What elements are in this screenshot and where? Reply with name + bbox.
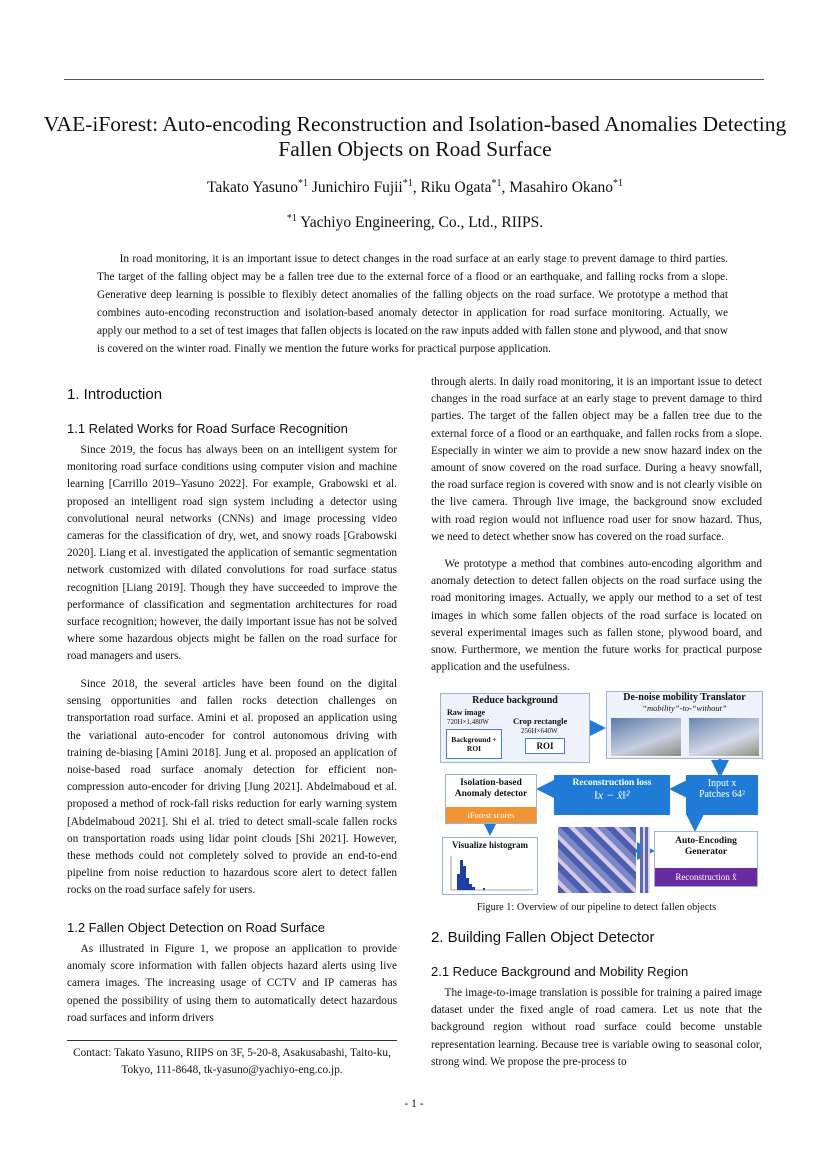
input-patches-block: Input x Patches 64² (686, 775, 758, 815)
abstract: In road monitoring, it is an important issue to detect changes in the road surface at an early stage to prevent damage to third parties. The target of the falling object may be a fallen tree due to the external force of a flood or an earthquake, and falling rocks from a slope. Generative deep learning is possible to flexibly detect anomalies of the falling objects on the road surface. We prototype a method that combines auto-encoding reconstruction and isolation-based anomaly detector in application for road surface monitoring. Actually, we apply our method to a set of test images that fallen objects is located on the raw inputs added with fallen stone and plywood, and that snow is covered on the winter road. Finally we mention the future works for practical purpose application. (97, 253, 728, 355)
footnote-rule (67, 1040, 397, 1041)
subsection-heading: 2.1 Reduce Background and Mobility Region (431, 964, 689, 979)
background-roi-box: Background + ROI (446, 729, 502, 759)
autoencoder-block: Auto-Encoding Generator Reconstruction x̂ (654, 831, 758, 887)
paragraph: As illustrated in Figure 1, we propose an application to provide anomaly score information with fallen objects hazard alerts using live camera images. The increasing usage of CCTV and IP cameras has opened the possibility of using them to automatically detect hazardous road surfaces and inform drivers (67, 943, 397, 1024)
roi-box: ROI (525, 738, 565, 754)
section-heading-building: 2. Building Fallen Object Detector (431, 929, 655, 946)
figure-caption: Figure 1: Overview of our pipeline to detect fallen objects (476, 902, 717, 913)
author: Junichiro Fujii (311, 179, 403, 197)
denoise-translator-block: De-noise mobility Translator “mobility”-to-“without” (606, 691, 763, 759)
paragraph: Since 2019, the focus has always been on an intelligent system for monitoring road surface conditions using computer vision and machine learning [Carrillo 2019–Yasuno 2022]. For example, Grabowski et al. proposed an intelligent road sign system including a detector using convolutional neural networks (CNNs) and image processing video cameras for the classification of dry, wet, and snowy roads [Grabowski 2020]. Liang et al. investigated the application of semantic segmentation network customized with dilated convolutions for road surface status recognition [Liang 2019]. Though they have succeeded to improve the performance of classification and segmentation architectures for road surface recognition; however, the daily important issue has not be solved where some hazardous objects might be fallen on the road surface for road managers and users. (67, 444, 397, 663)
paragraph: The image-to-image translation is possible for training a paired image dataset under the fixed angle of road camera. Let us note that the background region without road surface could become unstable representation learning. Because tree is variable owing to seasonal color, strong wind. We propose the pre-process to (431, 987, 762, 1068)
reduce-background-block: Reduce background Raw image 720H×1,480W Crop rectangle 256H×640W Background + ROI ROI (440, 693, 590, 763)
patch-collage-output (640, 827, 650, 893)
isolation-detector-block: Isolation-based Anomaly detector iForest scores (445, 774, 537, 824)
author: Masahiro Okano (509, 179, 614, 197)
page-number: - 1 - (404, 1098, 424, 1110)
subsection-heading: 1.1 Related Works for Road Surface Recognition (67, 421, 348, 436)
affiliation: $^{*1}$ Yachiyo Engineering, Co., Ltd., RIIPS. (286, 213, 544, 232)
histogram-thumbnail (443, 852, 537, 894)
contact-footnote: Contact: Takato Yasuno, RIIPS on 3F, 5-20-8, Asakusabashi, Taito-ku, Tokyo, 111-8648, tk-yasuno@yachiyo-eng.co.jp. (73, 1047, 391, 1076)
paragraph: Since 2018, the several articles have been found on the digital sensing opportunities and fallen rocks detection challenges on transportation road surface. Amini et al. proposed an application using the variational auto-encoder for control autonomous driving with training de-biasing [Amini 2018]. Jung et al. proposed an application of noise-based road surface anomaly detection for efficient non-compression auto-encoder for driving [Jung 2021]. Abdelmaboud et al. proposed a method of rock-fall risks reduction for early warning system [Abdelmaboud 2021]. Shi el al. tried to detect small-scale fallen rocks on transportation roads using lidar point clouds [Shi 2021]. However, these methods could not completely solved to provide an end-to-end pipeline from noise reduction to hazardous score alert to detect fallen rocks on the road surface safely for users. (67, 678, 397, 897)
paragraph: through alerts. In daily road monitoring, it is an important issue to detect changes in the road surface at an early stage to prevent damage to third parties. The target of the fallen object may be a fallen tree due to the external force of a flood or an earthquake, and fallen rocks from a slope. Especially in winter we aim to provide a new snow hazard index on the amount of snow covered on the road surface. During a heavy snowfall, the road surface region is covered with snow and is not clearly visible on the live camera. Through live image, the background snow excluded with road region would not influence road user for snow hazard. Thus, we need to detect whether snow has covered on the road surface. (431, 376, 762, 543)
road-image-before (611, 718, 681, 756)
histogram-block: Visualize histogram (442, 837, 538, 895)
paper-title: VAE-iForest: Auto-encoding Reconstruction and Isolation-based Anomalies Detecting Fallen Objects on Road Surface (43, 112, 787, 161)
subsection-heading: 1.2 Fallen Object Detection on Road Surface (67, 920, 325, 935)
road-image-after (689, 718, 759, 756)
patch-collage-input (558, 827, 636, 893)
section-heading-introduction: 1. Introduction (67, 386, 163, 403)
top-rule (64, 79, 764, 80)
paragraph: We prototype a method that combines auto-encoding algorithm and anomaly detection to detect fallen objects on the road surface using the road monitoring images. Actually, we apply our method to a set of test images in which some fallen objects of the road surface is located on several experimental images such as fallen stone, plywood board, and snow. Furthermore, we mention the future works for practical purpose application and the usefulness. (431, 558, 762, 674)
figure-pipeline (440, 691, 763, 897)
author: Takato Yasuno (206, 179, 299, 197)
iforest-scores-label: iForest scores (446, 807, 536, 823)
author-list: Takato Yasuno$^{*1}$ Junichiro Fujii$^{*1}$, Riku Ogata$^{*1}$, Masahiro Okano$^{*1}$ (206, 178, 624, 197)
author: Riku Ogata (420, 179, 492, 197)
reconstruction-loss-block: Reconstruction loss ‖x − x̂‖² (554, 775, 670, 815)
reconstruction-label: Reconstruction x̂ (655, 868, 757, 886)
